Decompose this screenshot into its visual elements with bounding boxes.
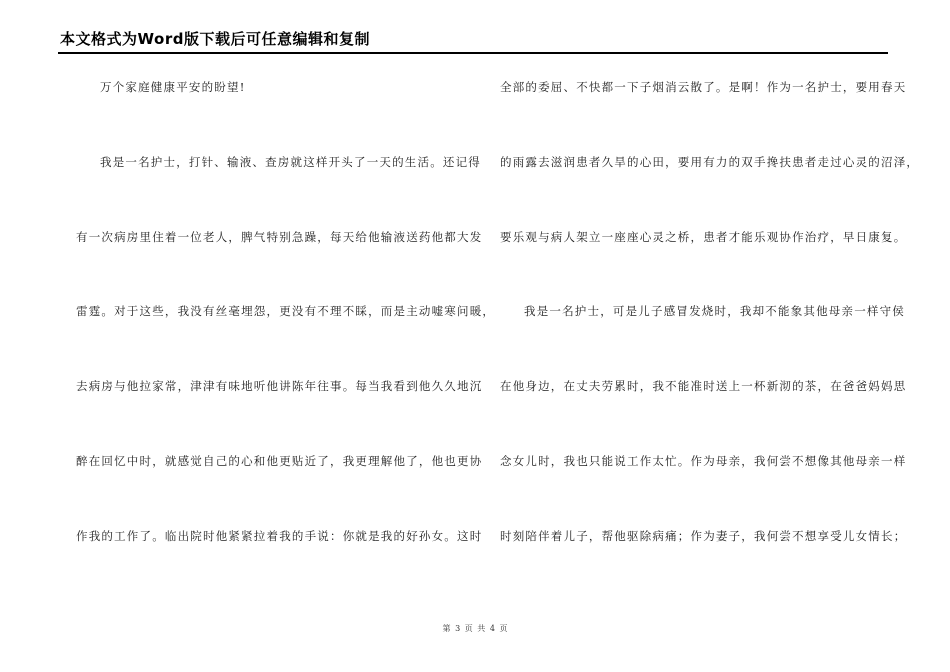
header-divider (58, 52, 888, 54)
footer-current-page: 3 (455, 624, 461, 633)
paragraph-line: 在他身边，在丈夫劳累时，我不能准时送上一杯新沏的茶，在爸爸妈妈思 (500, 379, 907, 393)
paragraph-line: 去病房与他拉家常，津津有味地听他讲陈年往事。每当我看到他久久地沉 (76, 379, 483, 393)
paragraph-line: 念女儿时，我也只能说工作太忙。作为母亲，我何尝不想像其他母亲一样 (500, 454, 907, 468)
paragraph-line: 我是一名护士，可是儿子感冒发烧时，我却不能象其他母亲一样守侯 (524, 304, 905, 318)
paragraph-line: 的雨露去滋润患者久旱的心田，要用有力的双手搀扶患者走过心灵的沼泽， (500, 155, 920, 169)
paragraph-line: 时刻陪伴着儿子，帮他驱除病痛；作为妻子，我何尝不想享受儿女情长； (500, 529, 907, 543)
footer-total-pages: 4 (489, 624, 495, 633)
paragraph-line: 有一次病房里住着一位老人，脾气特别急躁，每天给他输液送药他都大发 (76, 230, 483, 244)
page-footer (0, 623, 950, 634)
paragraph-line: 全部的委屈、不快都一下子烟消云散了。是啊！作为一名护士，要用春天 (500, 80, 907, 94)
footer-total-prefix: 共 (477, 624, 486, 633)
paragraph-line: 万个家庭健康平安的盼望! (100, 80, 246, 94)
footer-prefix: 第 (442, 624, 451, 633)
footer-page-unit: 页 (464, 624, 473, 633)
paragraph-line: 醉在回忆中时，就感觉自己的心和他更贴近了，我更理解他了，他也更协 (76, 454, 483, 468)
paragraph-line: 作我的工作了。临出院时他紧紧拉着我的手说：你就是我的好孙女。这时 (76, 529, 483, 543)
paragraph-line: 要乐观与病人架立一座座心灵之桥，患者才能乐观协作治疗，早日康复。 (500, 230, 907, 244)
paragraph-line: 我是一名护士，打针、输液、查房就这样开头了一天的生活。还记得 (100, 155, 481, 169)
header-title: 本文格式为Word版下载后可任意编辑和复制 (60, 30, 370, 48)
paragraph-line: 雷霆。对于这些，我没有丝毫埋怨，更没有不理不睬，而是主动嘘寒问暖， (76, 304, 496, 318)
footer-total-unit: 页 (499, 624, 508, 633)
